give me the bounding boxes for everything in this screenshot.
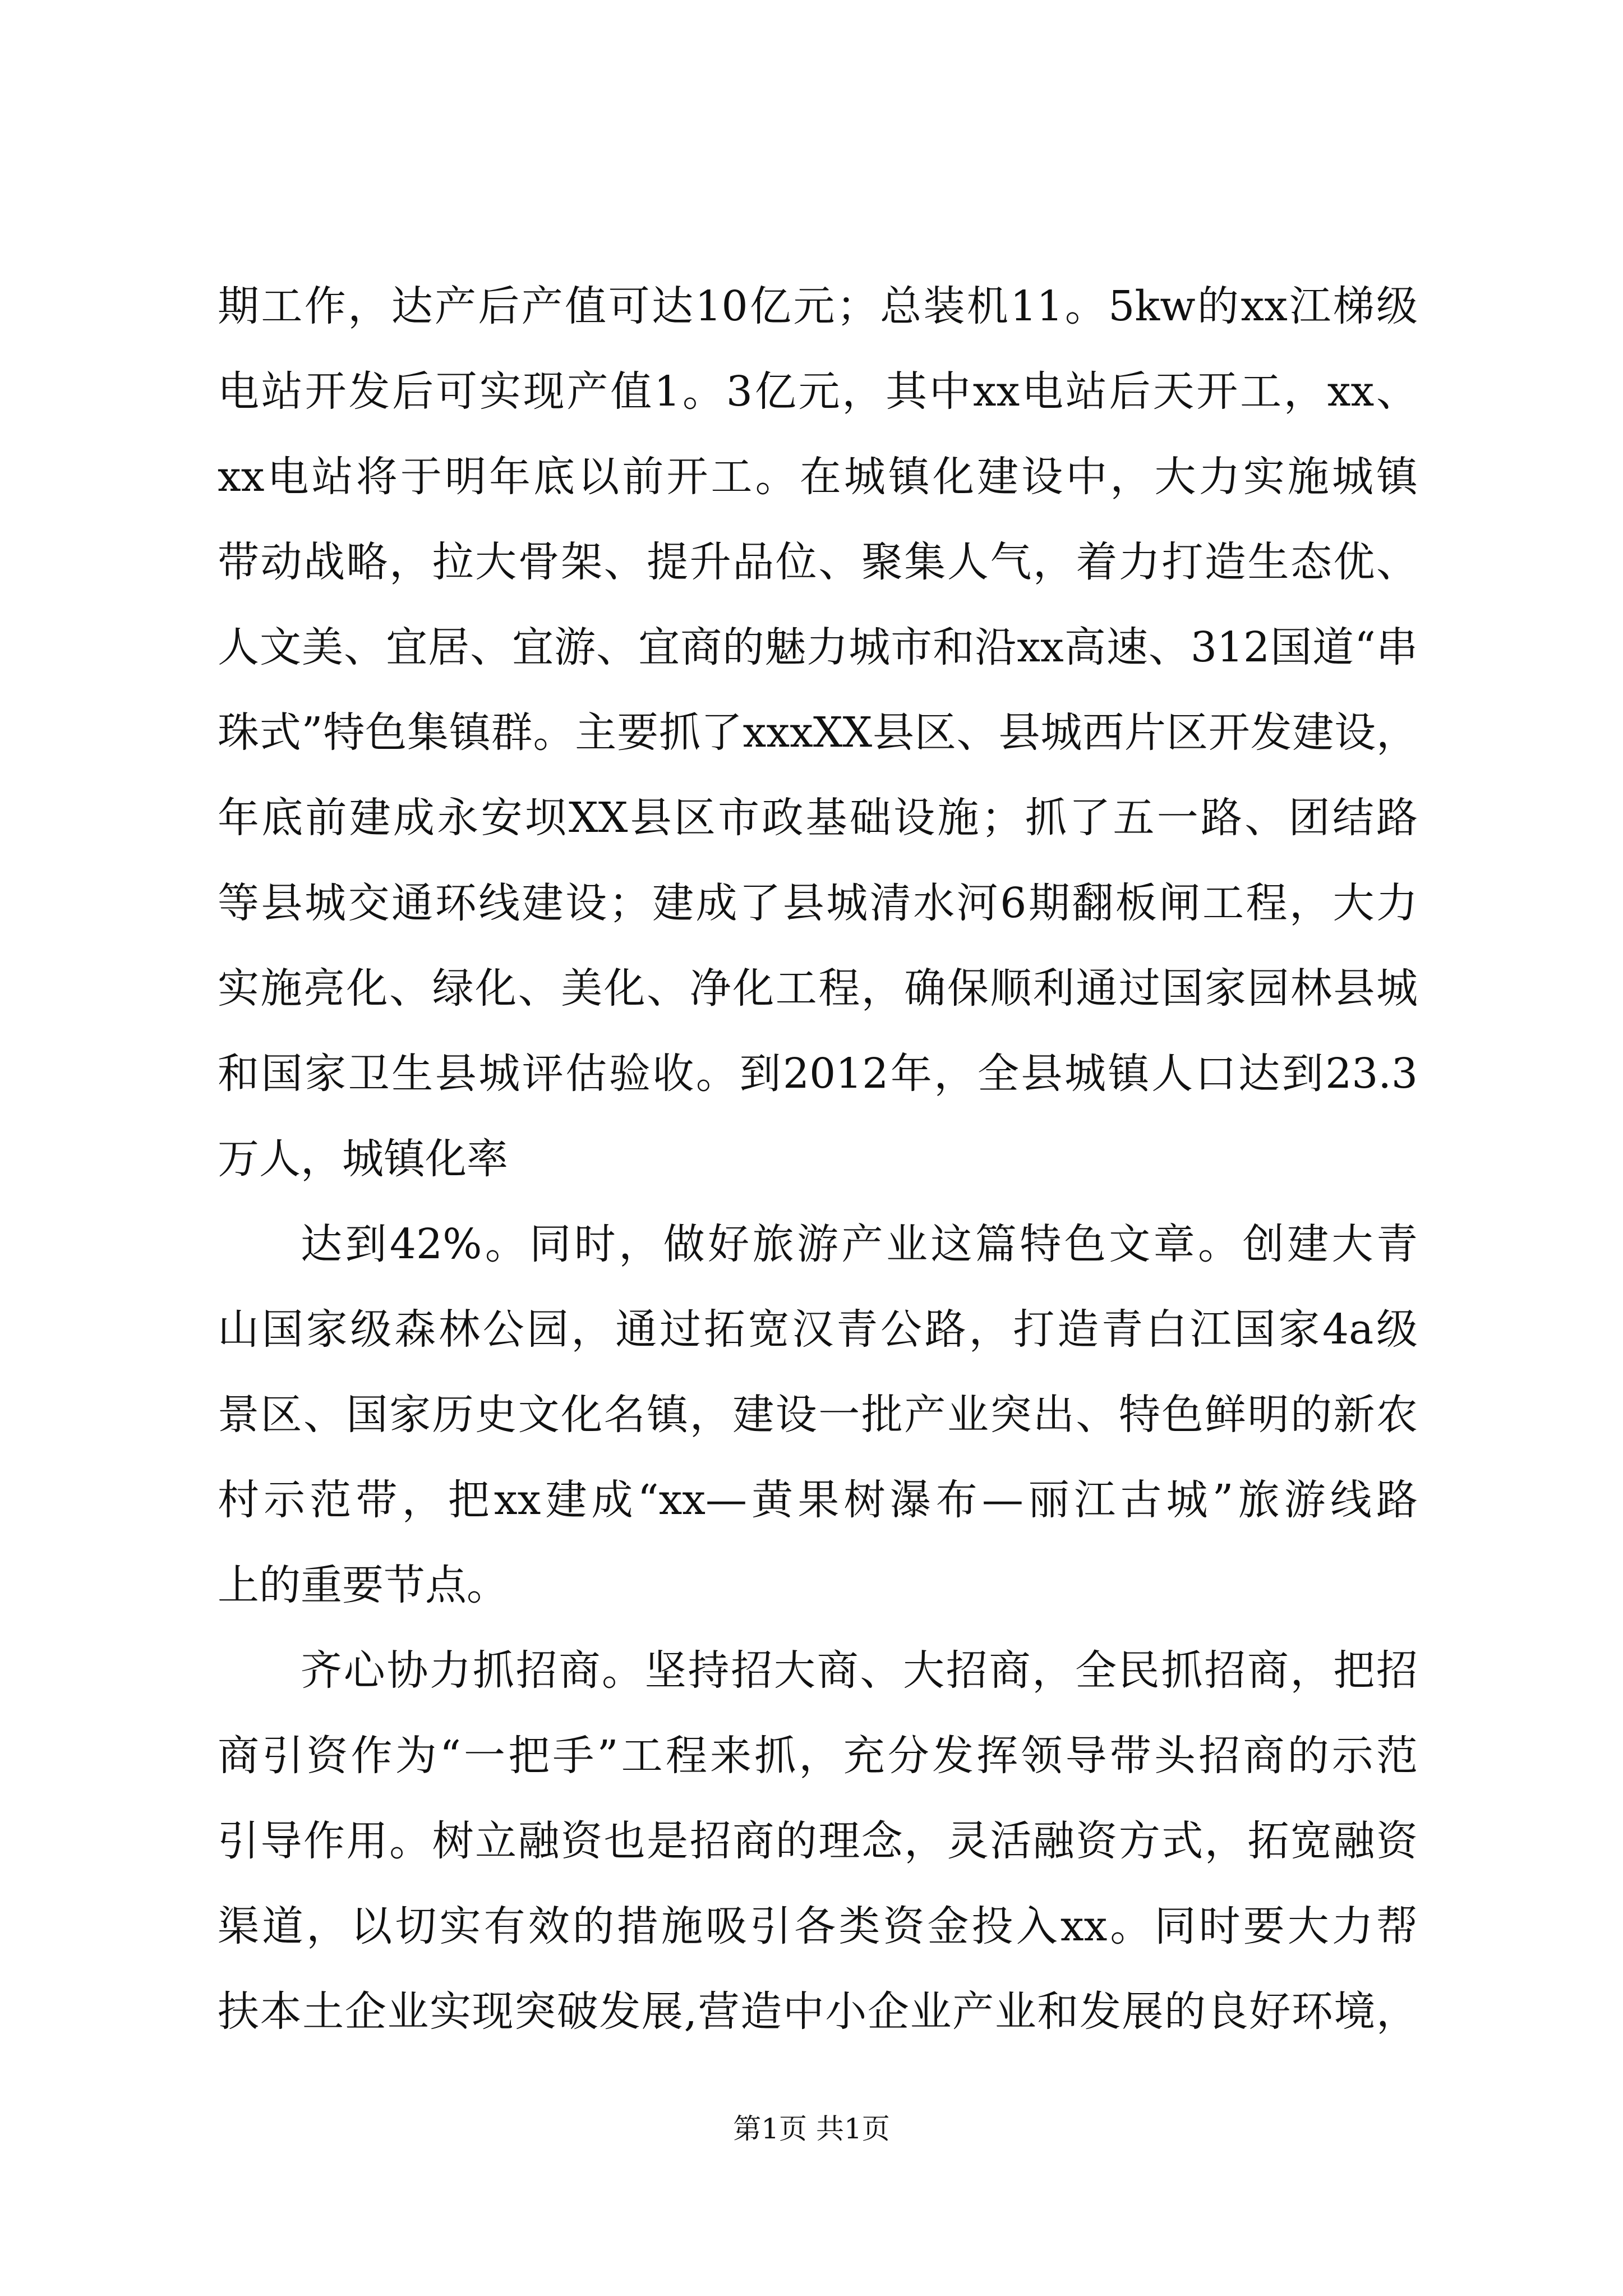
text-line: 扶本土企业实现突破发展,营造中小企业产业和发展的良好环境，: [218, 1987, 1418, 2036]
text-line: 渠道，以切实有效的措施吸引各类资金投入xx。同时要大力帮: [218, 1902, 1418, 1950]
page-footer: 第1页 共1页: [733, 2113, 890, 2145]
text-line: 商引资作为“一把手”工程来抓，充分发挥领导带头招商的示范: [218, 1732, 1418, 1780]
text-line: xx电站将于明年底以前开工。在城镇化建设中，大力实施城镇: [218, 453, 1418, 501]
text-line: 人文美、宜居、宜游、宜商的魅力城市和沿xx高速、312国道“串: [218, 623, 1418, 671]
text-line: 珠式”特色集镇群。主要抓了xxxXX县区、县城西片区开发建设，: [218, 708, 1418, 757]
text-line: 年底前建成永安坝XX县区市政基础设施；抓了五一路、团结路: [218, 794, 1418, 842]
document-body: [218, 264, 1418, 2054]
text-line: 上的重要节点。: [218, 1561, 508, 1609]
text-line: 电站开发后可实现产值1。3亿元，其中xx电站后天开工，xx、: [218, 367, 1418, 416]
text-line: 山国家级森林公园，通过拓宽汉青公路，打造青白江国家4a级: [218, 1305, 1418, 1354]
paragraph-2: [218, 1202, 1418, 1628]
text-line: 期工作，达产后产值可达10亿元；总装机11。5kw的xx江梯级: [218, 282, 1418, 330]
paragraph-1: [218, 264, 1418, 1202]
text-line: 和国家卫生县城评估验收。到2012年，全县城镇人口达到23.3: [218, 1050, 1418, 1098]
text-line: 实施亮化、绿化、美化、净化工程，确保顺利通过国家园林县城: [218, 964, 1418, 1013]
text-line: 景区、国家历史文化名镇，建设一批产业突出、特色鲜明的新农: [218, 1391, 1418, 1439]
text-line: 达到42%。同时，做好旅游产业这篇特色文章。创建大青: [301, 1220, 1418, 1268]
text-line: 等县城交通环线建设；建成了县城清水河6期翻板闸工程，大力: [218, 879, 1418, 927]
text-line: 齐心协力抓招商。坚持招大商、大招商，全民抓招商，把招: [301, 1646, 1418, 1695]
paragraph-3: [218, 1628, 1418, 2054]
text-line: 村示范带，把xx建成“xx—黄果树瀑布—丽江古城”旅游线路: [218, 1476, 1418, 1524]
text-line: 引导作用。树立融资也是招商的理念，灵活融资方式，拓宽融资: [218, 1817, 1418, 1865]
text-line: 带动战略，拉大骨架、提升品位、聚集人气，着力打造生态优、: [218, 538, 1418, 586]
text-line: 万人，城镇化率: [218, 1135, 508, 1183]
